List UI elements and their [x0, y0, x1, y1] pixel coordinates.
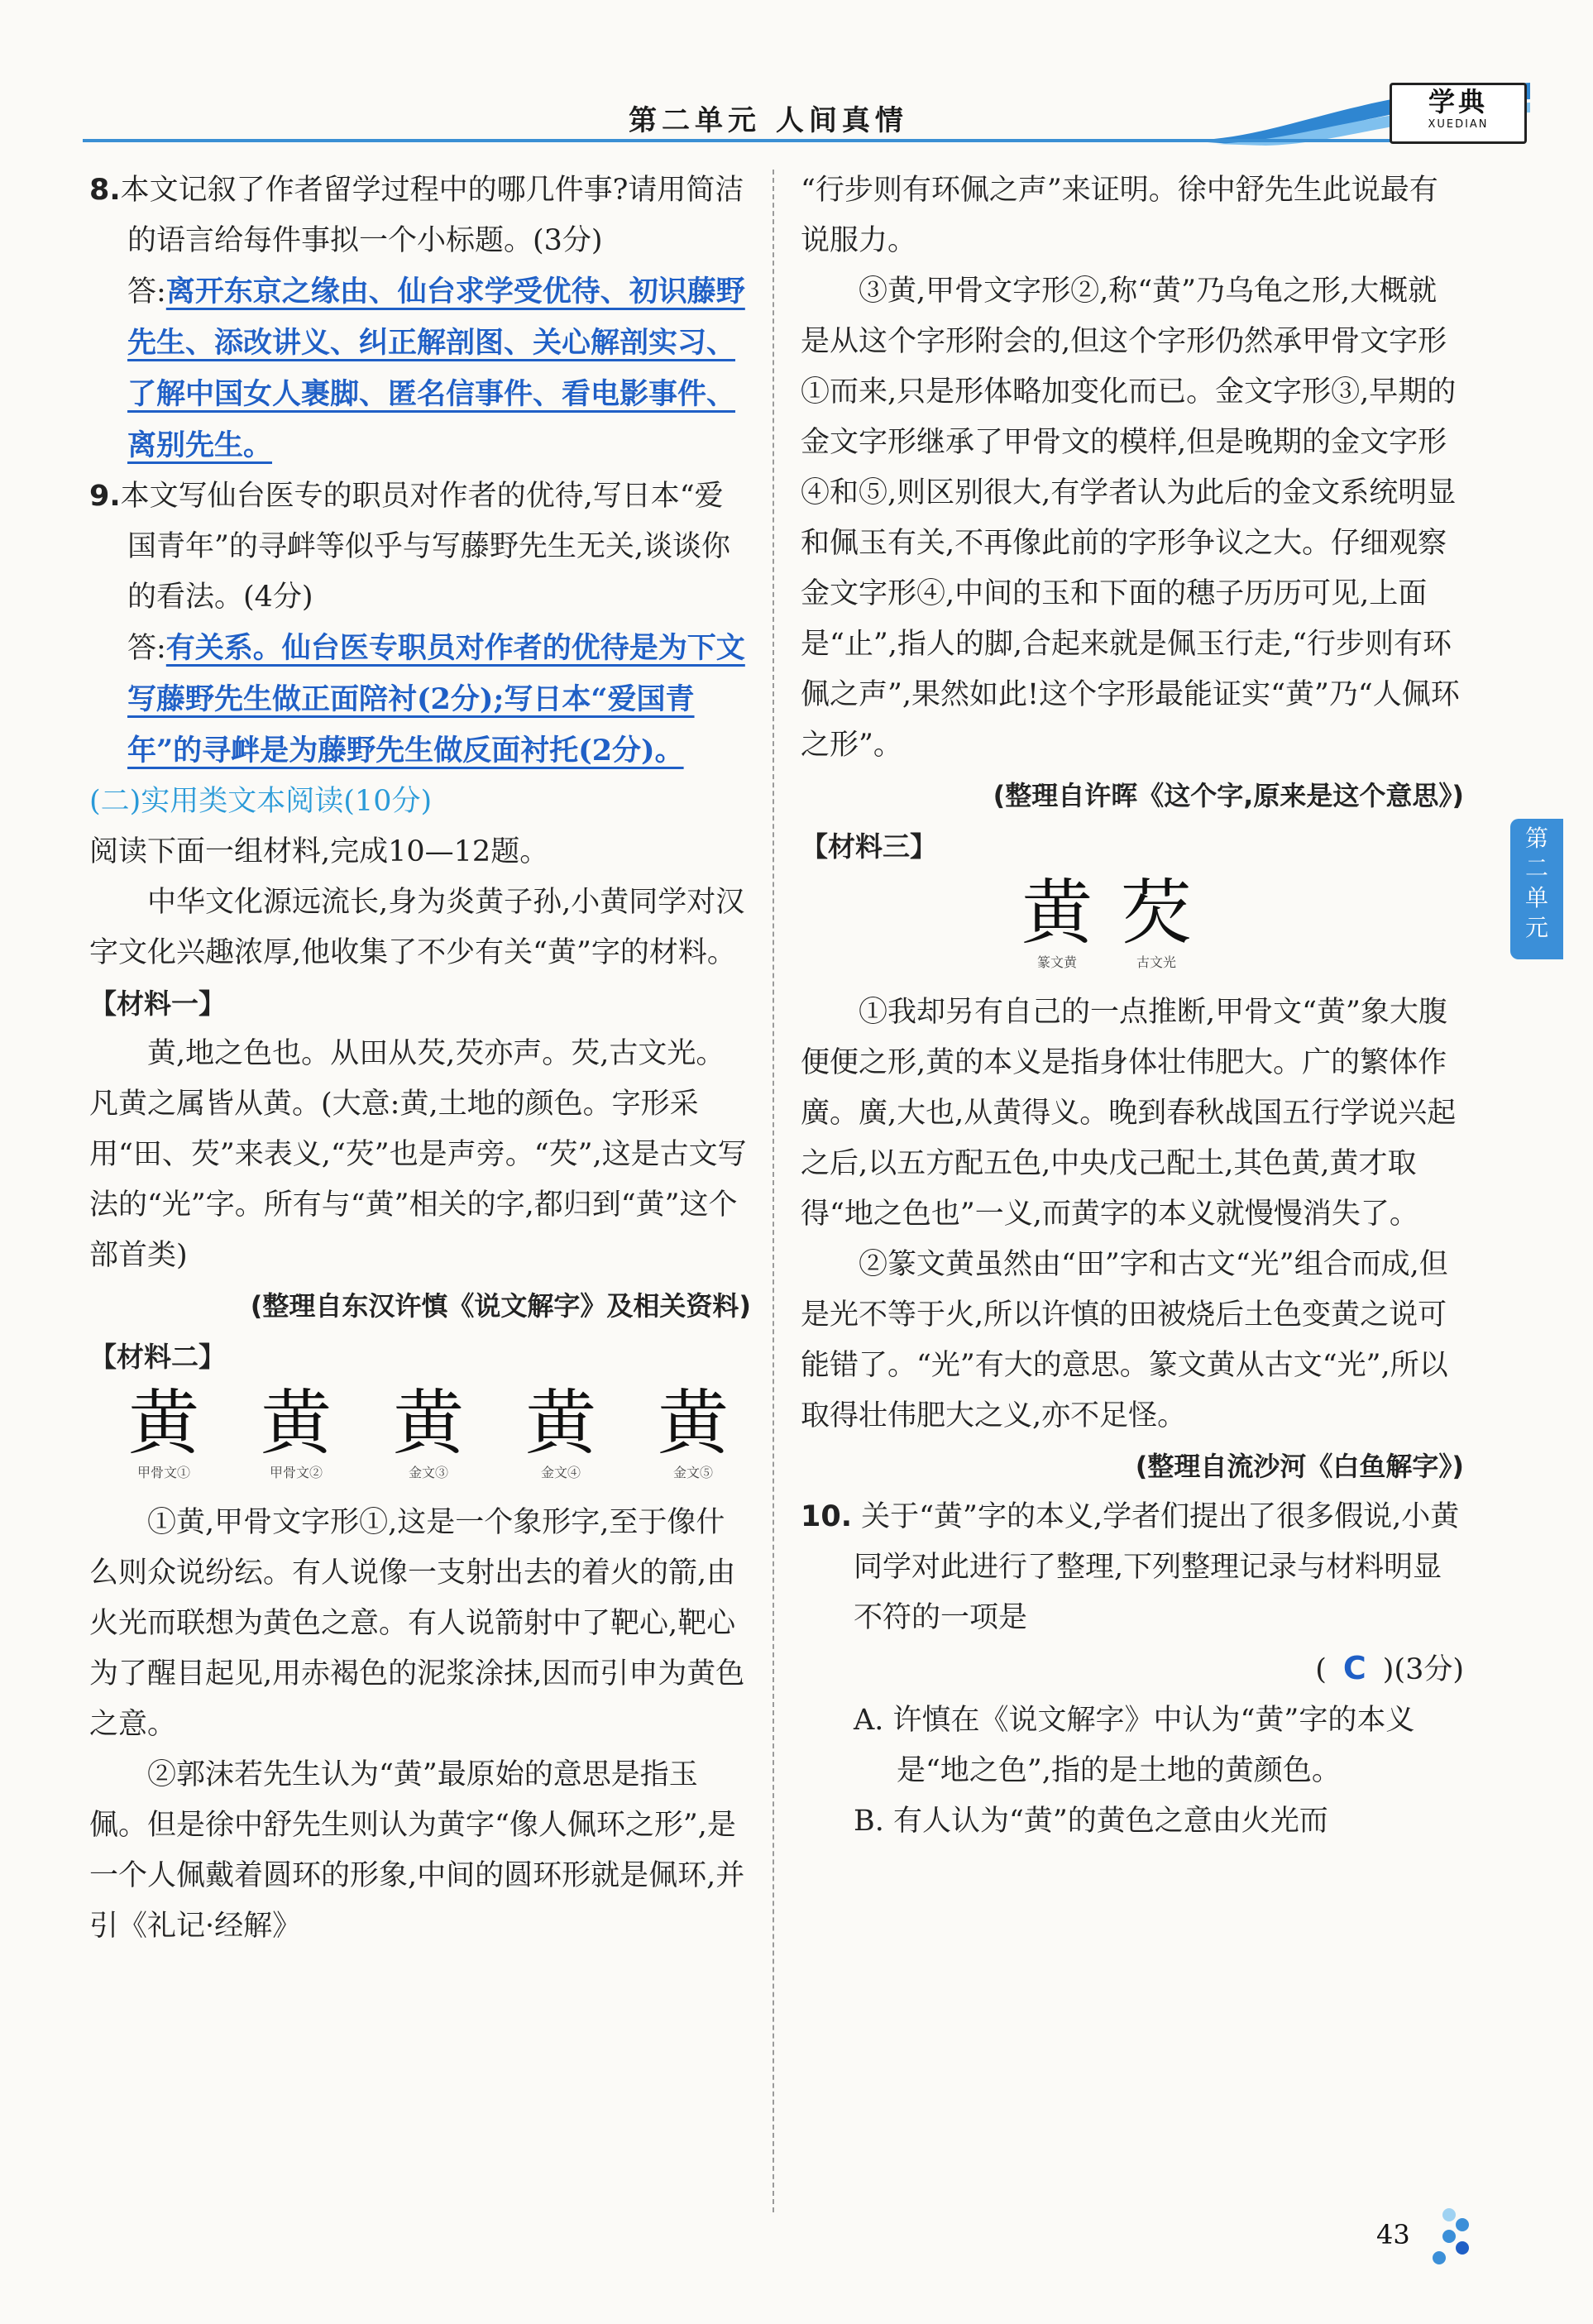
bracket-open: ( — [1315, 1653, 1327, 1686]
answer-bracket — [801, 1643, 1464, 1695]
column-divider — [773, 170, 774, 2212]
hexagon-dots-decoration — [1406, 2200, 1472, 2274]
question-10 — [801, 1492, 1464, 1643]
glyph-figure — [511, 1382, 610, 1481]
answer-text: 离开东京之缘由、仙台求学受优待、初识藤野先生、添改讲义、纠正解剖图、关心解剖实习、了解中国女人裹脚、匿名信事件、看电影事件、离别先生。 — [127, 275, 745, 462]
answer-9 — [89, 623, 751, 777]
question-number: 8. — [89, 174, 121, 207]
glyph-char: 黄 — [261, 1382, 332, 1465]
material-1-source: (整理自东汉许慎《说文解字》及相关资料) — [250, 1290, 751, 1322]
glyph-caption: 甲骨文① — [136, 1465, 190, 1480]
intro-paragraph: 中华文化源远流长,身为炎黄子孙,小黄同学对汉字文化兴趣浓厚,他收集了不少有关“黄”字的材料。 — [89, 886, 745, 969]
glyph-caption: 金文④ — [540, 1465, 581, 1480]
glyph-char: 芡 — [1121, 872, 1192, 954]
question-number: 9. — [89, 480, 121, 513]
material-1-text: 黄,地之色也。从田从芡,芡亦声。芡,古文光。凡黄之属皆从黄。(大意:黄,土地的颜色。字形采用“田、芡”来表义,“芡”也是声旁。“芡”,这是古文写法的“光”字。所有与“黄”相关的字,都归到“黄”这个部首类) — [89, 1037, 747, 1272]
instruction: 阅读下面一组材料,完成10—12题。 — [89, 835, 549, 868]
glyph-caption: 甲骨文② — [269, 1465, 323, 1480]
answer-text: 有关系。仙台医专职员对作者的优待是为下文写藤野先生做正面陪衬(2分);写日本“爱国青年”的寻衅是为藤野先生做反面衬托(2分)。 — [127, 631, 745, 767]
page-header — [83, 74, 1489, 149]
question-8 — [89, 165, 751, 266]
material-2-paragraph-3: ③黄,甲骨文字形②,称“黄”乃乌龟之形,大概就是从这个字形附会的,但这个字形仍然承甲骨文字形①而来,只是形体略加变化而已。金文字形③,早期的金文字形继承了甲骨文的模样,但是晚期的金文字形④和⑤,则区别很大,有学者认为此后的金文系统明显和佩玉有关,不再像此前的字形争议之大。仔细观察金文字形④,中间的玉和下面的穗子历历可见,上面是“止”,指人的脚,合起来就是佩玉行走,“行步则有环佩之声”,果然如此!这个字形最能证实“黄”乃“人佩环之形”。 — [801, 275, 1460, 762]
logo-text-cn: 学典 — [1428, 86, 1488, 117]
seal-glyph-row — [801, 872, 1464, 987]
option-a: A. 许慎在《说文解字》中认为“黄”字的本义是“地之色”,指的是土地的黄颜色。 — [854, 1704, 1415, 1787]
glyph-figure — [114, 1382, 213, 1481]
glyph-figure — [1007, 872, 1107, 971]
glyph-caption: 篆文黄 — [1036, 954, 1077, 970]
glyph-char: 黄 — [393, 1382, 464, 1465]
glyph-caption: 金文⑤ — [672, 1465, 713, 1480]
page-number: 43 — [1376, 2219, 1410, 2250]
glyph-figure — [643, 1382, 743, 1481]
material-2-paragraph-1: ①黄,甲骨文字形①,这是一个象形字,至于像什么则众说纷纭。有人说像一支射出去的着火的箭,由火光而联想为黄色之意。有人说箭射中了靶心,靶心为了醒目起见,用赤褐色的泥浆涂抹,因而引申为黄色之意。 — [89, 1506, 745, 1741]
left-column — [89, 165, 751, 1952]
question-text: 关于“黄”字的本义,学者们提出了很多假说,小黄同学对此进行了整理,下列整理记录与材料明显不符的一项是 — [854, 1500, 1460, 1634]
question-text: 本文写仙台医专的职员对作者的优待,写日本“爱国青年”的寻衅等似乎与写藤野先生无关,谈谈你的看法。(4分) — [120, 480, 731, 614]
glyph-figure — [1107, 872, 1206, 971]
bracket-close-score: )(3分) — [1382, 1653, 1464, 1686]
section-title: (二)实用类文本阅读(10分) — [89, 785, 433, 818]
answer-label: 答: — [127, 275, 166, 308]
material-3-paragraph-1: ①我却另有自己的一点推断,甲骨文“黄”象大腹便便之形,黄的本义是指身体壮伟肥大。广的繁体作廣。廣,大也,从黄得义。晚到春秋战国五行学说兴起之后,以五方配五色,中央戊己配土,其色黄,黄才取得“地之色也”一义,而黄字的本义就慢慢消失了。 — [801, 996, 1457, 1231]
glyph-char: 黄 — [525, 1382, 596, 1465]
material-2-continuation: “行步则有环佩之声”来证明。徐中舒先生此说最有说服力。 — [801, 174, 1438, 257]
answer-8 — [89, 266, 751, 471]
xuedian-logo — [1390, 83, 1527, 144]
material-2-paragraph-2: ②郭沫若先生认为“黄”最原始的意思是指玉佩。但是徐中舒先生则认为黄字“像人佩环之形”,是一个人佩戴着圆环的形象,中间的圆环形就是佩环,并引《礼记·经解》 — [89, 1758, 745, 1943]
material-2-source: (整理自许晖《这个字,原来是这个意思》) — [993, 780, 1464, 811]
logo-text-en: XUEDIAN — [1428, 118, 1489, 131]
unit-title: 第二单元 人间真情 — [629, 104, 908, 137]
unit-side-tab — [1510, 819, 1563, 959]
glyph-caption: 金文③ — [408, 1465, 448, 1480]
answer-label: 答: — [127, 632, 166, 665]
glyph-figure — [379, 1382, 478, 1481]
material-2-title: 【材料二】 — [89, 1341, 226, 1373]
glyph-caption: 古文光 — [1136, 954, 1176, 970]
answer-choice: C — [1342, 1650, 1366, 1686]
side-tab-label: 第二单元 — [1524, 825, 1548, 941]
glyph-char: 黄 — [1021, 872, 1093, 954]
material-3-source: (整理自流沙河《白鱼解字》) — [1135, 1451, 1464, 1482]
material-3-title: 【材料三】 — [801, 830, 937, 863]
ancient-glyph-row — [89, 1382, 751, 1498]
question-9 — [89, 471, 751, 623]
option-b: B. 有人认为“黄”的黄色之意由火光而 — [854, 1805, 1328, 1838]
header-rule — [83, 139, 1439, 142]
glyph-char: 黄 — [128, 1382, 199, 1465]
material-1-title: 【材料一】 — [89, 987, 226, 1020]
question-text: 本文记叙了作者留学过程中的哪几件事?请用简洁的语言给每件事拟一个小标题。(3分) — [120, 174, 744, 257]
glyph-char: 黄 — [658, 1382, 729, 1465]
question-number: 10. — [801, 1500, 853, 1533]
material-3-paragraph-2: ②篆文黄虽然由“田”字和古文“光”组合而成,但是光不等于火,所以许慎的田被烧后土色变黄之说可能错了。“光”有大的意思。篆文黄从古文“光”,所以取得壮伟肥大之义,亦不足怪。 — [801, 1248, 1448, 1432]
right-column — [801, 165, 1464, 1847]
glyph-figure — [246, 1382, 346, 1481]
